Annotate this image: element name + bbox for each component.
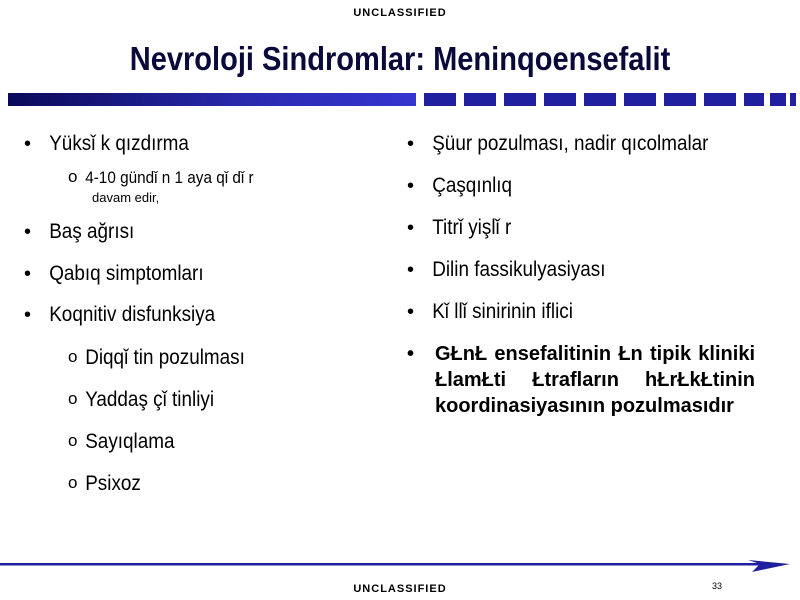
footer-rule — [0, 563, 760, 566]
list-item: • Baş ağrısı — [24, 220, 135, 243]
bullet-dot-icon: • — [24, 304, 32, 326]
title-bar-block — [624, 93, 656, 106]
footer-arrow-line — [0, 560, 800, 580]
bullet-dot-icon: • — [407, 217, 415, 239]
list-item: • Kǐ llǐ sinirinin iflici — [407, 300, 573, 323]
bullet-dot-icon: • — [24, 133, 32, 155]
top-classification-banner: UNCLASSIFIED — [353, 7, 447, 19]
title-decorative-bar — [8, 93, 796, 108]
title-bar-block — [744, 93, 764, 106]
list-item: o Psixoz — [68, 472, 141, 495]
list-item: • Yüksǐ k qızdırma — [24, 132, 189, 155]
hollow-o-icon: o — [68, 167, 78, 186]
bullet-dot-icon: • — [407, 259, 415, 281]
list-item: • Şüur pozulması, nadir qıcolmalar — [407, 132, 709, 155]
title-bar-block — [424, 93, 456, 106]
list-item: • Dilin fassikulyasiyası — [407, 258, 606, 281]
bottom-classification-banner: UNCLASSIFIED — [353, 583, 447, 595]
list-item: • Qabıq simptomları — [24, 262, 204, 285]
title-bar-block — [770, 93, 786, 106]
list-item: • GŁnŁ ensefalitinin Łn tipik kliniki ŁlamŁti Łtrafların hŁrŁkŁtinin koordinasiyasının pozulmasıdır — [407, 343, 755, 417]
list-item: o Sayıqlama — [68, 430, 175, 453]
slide-title: Nevroloji Sindromlar: Meninqoensefalit — [129, 40, 671, 77]
bullet-dot-icon: • — [407, 175, 415, 197]
title-bar-block — [504, 93, 536, 106]
bullet-dot-icon: • — [24, 221, 32, 243]
arrowhead-right-icon — [748, 560, 790, 572]
list-item: • Çaşqınlıq — [407, 174, 513, 197]
bullet-dot-icon: • — [24, 263, 32, 285]
list-item: o Diqqǐ tin pozulması — [68, 346, 245, 369]
hollow-o-icon: o — [68, 431, 78, 450]
hollow-o-icon: o — [68, 473, 78, 492]
hollow-o-icon: o — [68, 389, 78, 408]
left-bullet-list — [24, 128, 384, 497]
title-bar-block — [704, 93, 736, 106]
list-item: • Titrǐ yişlǐ r — [407, 216, 512, 239]
bullet-dot-icon: • — [407, 301, 415, 323]
title-bar-block — [584, 93, 616, 106]
title-bar-block — [664, 93, 696, 106]
bullet-dot-icon: • — [407, 133, 415, 155]
title-bar-block — [790, 93, 796, 106]
right-bullet-list — [407, 128, 755, 419]
list-item: o Yaddaş çǐ tinliyi — [68, 388, 215, 411]
title-bar-block — [464, 93, 496, 106]
bullet-dot-icon: • — [407, 343, 415, 365]
list-item: o 4-10 gündǐ n 1 aya qǐ dǐ r davam edir, — [68, 167, 254, 205]
page-number: 33 — [712, 581, 723, 591]
list-item: • Koqnitiv disfunksiya — [24, 303, 216, 326]
hollow-o-icon: o — [68, 347, 78, 366]
title-bar-block — [544, 93, 576, 106]
title-bar-gradient — [8, 93, 416, 106]
